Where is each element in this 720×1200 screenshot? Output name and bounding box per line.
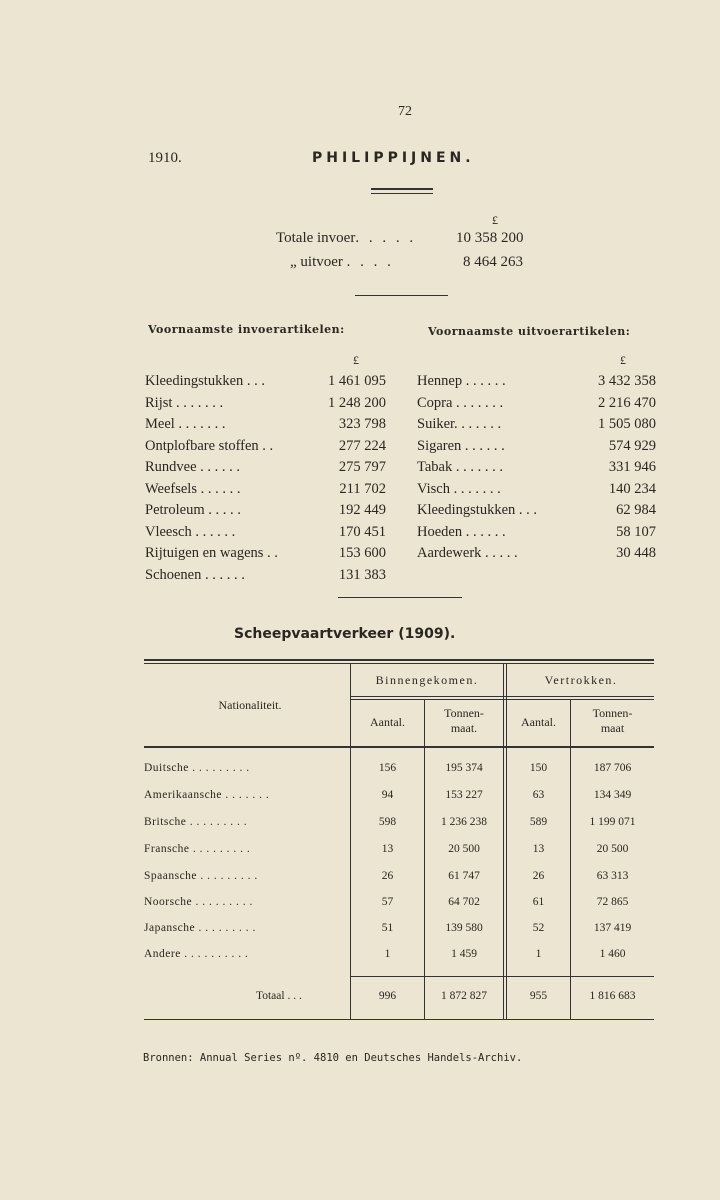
divider — [355, 295, 448, 296]
header-out-count: Aantal. — [521, 715, 556, 729]
imports-list — [145, 371, 386, 586]
out-tonnage-cell: 20 500 — [596, 843, 629, 855]
out-tonnage-cell: 63 313 — [596, 870, 629, 882]
in-count-cell: 57 — [381, 896, 394, 908]
table-row — [144, 948, 654, 974]
dots: . . . . — [346, 254, 394, 270]
source-note: Bronnen: Annual Series nº. 4810 en Deutsches Handels-Archiv. — [143, 1052, 523, 1064]
in-tonnage-cell: 1 236 238 — [441, 816, 487, 828]
item-label: Petroleum . . . . . — [145, 502, 241, 518]
out-tonnage-cell: 1 816 683 — [589, 990, 636, 1002]
total-export-label: „ uitvoer — [290, 254, 343, 270]
item-value: 1 248 200 — [328, 394, 386, 411]
header-nationality: Nationaliteit. — [218, 698, 282, 712]
item-label: Visch . . . . . . . — [417, 480, 501, 497]
item-label: Kleedingstukken . . . — [145, 373, 266, 389]
item-value: 58 107 — [616, 523, 656, 540]
item-value: 153 600 — [338, 545, 386, 561]
in-count-cell: 13 — [381, 843, 394, 855]
year: 1910. — [148, 150, 182, 166]
table-rule — [144, 659, 654, 661]
dots: . . . . . — [355, 230, 417, 246]
in-count-cell: 51 — [381, 922, 394, 934]
exports-list — [417, 371, 656, 565]
item-value: 62 984 — [616, 502, 656, 518]
in-tonnage-cell: 139 580 — [445, 922, 483, 934]
exports-heading: Voornaamste uitvoerartikelen: — [428, 325, 631, 338]
list-item — [417, 522, 656, 544]
nation-cell: Andere . . . . . . . . . . — [144, 948, 249, 960]
list-item — [145, 543, 386, 565]
item-label: Ontplofbare stoffen . . — [145, 437, 274, 454]
table-row — [144, 896, 654, 922]
page-number: 72 — [398, 104, 412, 119]
divider — [338, 597, 462, 598]
nation-cell: Noorsche . . . . . . . . . — [144, 896, 253, 908]
nation-cell: Fransche . . . . . . . . . — [144, 843, 251, 855]
out-count-cell: 1 — [535, 948, 542, 960]
list-item — [145, 436, 386, 458]
imports-heading: Voornaamste invoerartikelen: — [148, 323, 345, 336]
list-item — [417, 500, 656, 522]
in-count-cell: 94 — [381, 789, 394, 801]
total-label: Totaal . . . — [256, 990, 302, 1002]
item-label: Weefsels . . . . . . — [145, 480, 241, 497]
total-export-row — [290, 254, 394, 271]
header-in-tonnage: Tonnen- maat. — [444, 706, 484, 735]
list-item — [145, 414, 386, 436]
item-label: Kleedingstukken . . . — [417, 502, 538, 518]
item-label: Aardewerk . . . . . — [417, 545, 518, 561]
country-title: PHILIPPIJNEN. — [312, 150, 475, 166]
list-item — [417, 393, 656, 415]
in-tonnage-cell: 1 459 — [451, 948, 477, 960]
total-import-row — [276, 230, 416, 247]
item-value: 323 798 — [338, 416, 386, 432]
list-item — [145, 457, 386, 479]
out-tonnage-cell: 137 419 — [593, 922, 632, 934]
table-row — [144, 762, 654, 788]
table-row — [144, 816, 654, 842]
item-value: 140 234 — [608, 480, 656, 497]
out-count-cell: 955 — [529, 990, 548, 1002]
in-tonnage-cell: 195 374 — [445, 762, 483, 774]
item-value: 574 929 — [608, 437, 656, 454]
item-label: Sigaren . . . . . . — [417, 437, 505, 454]
table-row — [144, 843, 654, 869]
out-tonnage-cell: 1 199 071 — [589, 816, 636, 828]
in-count-cell: 996 — [378, 990, 397, 1002]
item-label: Tabak . . . . . . . — [417, 459, 503, 475]
out-count-cell: 26 — [532, 870, 545, 882]
table-rule — [144, 663, 654, 664]
item-label: Vleesch . . . . . . — [145, 523, 236, 540]
item-label: Rundvee . . . . . . — [145, 459, 241, 475]
in-count-cell: 1 — [384, 948, 391, 960]
list-item — [145, 479, 386, 501]
item-value: 211 702 — [339, 480, 386, 497]
out-tonnage-cell: 72 865 — [596, 896, 629, 908]
out-count-cell: 589 — [529, 816, 548, 828]
item-value: 275 797 — [338, 459, 386, 475]
nation-cell: Amerikaansche . . . . . . . — [144, 789, 270, 801]
list-item — [417, 457, 656, 479]
header-departed: Vertrokken. — [544, 673, 618, 687]
list-item — [417, 479, 656, 501]
totals-currency: £ — [492, 213, 498, 227]
header-in-count: Aantal. — [370, 715, 405, 729]
list-item — [145, 371, 386, 393]
header-arrived: Binnengekomen. — [375, 673, 479, 687]
list-item — [145, 393, 386, 415]
in-tonnage-cell: 20 500 — [448, 843, 480, 855]
item-value: 3 432 358 — [598, 373, 656, 389]
in-tonnage-cell: 1 872 827 — [441, 990, 487, 1002]
list-item — [145, 565, 386, 587]
table-total-row — [144, 990, 654, 1016]
item-label: Suiker. . . . . . . — [417, 416, 502, 432]
item-value: 331 946 — [608, 459, 656, 475]
item-value: 30 448 — [616, 545, 656, 561]
table-row — [144, 922, 654, 948]
list-item — [145, 522, 386, 544]
total-export-value: 8 464 263 — [463, 254, 523, 270]
total-import-value: 10 358 200 — [456, 230, 524, 246]
nation-cell: Japansche . . . . . . . . . — [144, 922, 256, 934]
table-row — [144, 789, 654, 815]
imports-currency: £ — [353, 353, 359, 367]
item-value: 1 461 095 — [328, 373, 386, 389]
in-tonnage-cell: 64 702 — [448, 896, 480, 908]
in-count-cell: 156 — [378, 762, 397, 774]
nation-cell: Duitsche . . . . . . . . . — [144, 762, 250, 774]
table-row — [144, 870, 654, 896]
list-item — [417, 436, 656, 458]
out-count-cell: 13 — [532, 843, 545, 855]
list-item — [417, 414, 656, 436]
item-label: Schoenen . . . . . . — [145, 566, 245, 583]
divider — [371, 193, 433, 194]
list-item — [145, 500, 386, 522]
in-tonnage-cell: 61 747 — [448, 870, 480, 882]
out-tonnage-cell: 134 349 — [593, 789, 632, 801]
exports-currency: £ — [620, 353, 626, 367]
item-label: Rijst . . . . . . . — [145, 394, 224, 411]
item-value: 277 224 — [338, 437, 386, 454]
header-out-tonnage: Tonnen- maat — [592, 706, 633, 735]
in-count-cell: 26 — [381, 870, 394, 882]
item-value: 192 449 — [338, 502, 386, 518]
item-value: 1 505 080 — [598, 416, 656, 432]
table-rule — [144, 746, 654, 748]
table-rule — [144, 1019, 654, 1020]
list-item — [417, 371, 656, 393]
shipping-title: Scheepvaartverkeer (1909). — [234, 626, 456, 642]
item-value: 170 451 — [338, 523, 386, 540]
out-tonnage-cell: 187 706 — [593, 762, 632, 774]
list-item — [417, 543, 656, 565]
total-import-label: Totale invoer — [276, 230, 356, 246]
out-count-cell: 150 — [529, 762, 548, 774]
nation-cell: Spaansche . . . . . . . . . — [144, 870, 258, 882]
out-count-cell: 61 — [532, 896, 545, 908]
in-tonnage-cell: 153 227 — [445, 789, 483, 801]
in-count-cell: 598 — [378, 816, 397, 828]
divider — [371, 188, 433, 190]
item-label: Meel . . . . . . . — [145, 416, 226, 432]
item-value: 131 383 — [338, 566, 386, 583]
out-tonnage-cell: 1 460 — [599, 948, 626, 960]
item-label: Copra . . . . . . . — [417, 394, 504, 411]
out-count-cell: 52 — [532, 922, 545, 934]
out-count-cell: 63 — [532, 789, 545, 801]
nation-cell: Britsche . . . . . . . . . — [144, 816, 248, 828]
item-label: Hoeden . . . . . . — [417, 523, 506, 540]
item-value: 2 216 470 — [598, 394, 656, 411]
item-label: Rijtuigen en wagens . . — [145, 545, 278, 561]
item-label: Hennep . . . . . . — [417, 373, 506, 389]
